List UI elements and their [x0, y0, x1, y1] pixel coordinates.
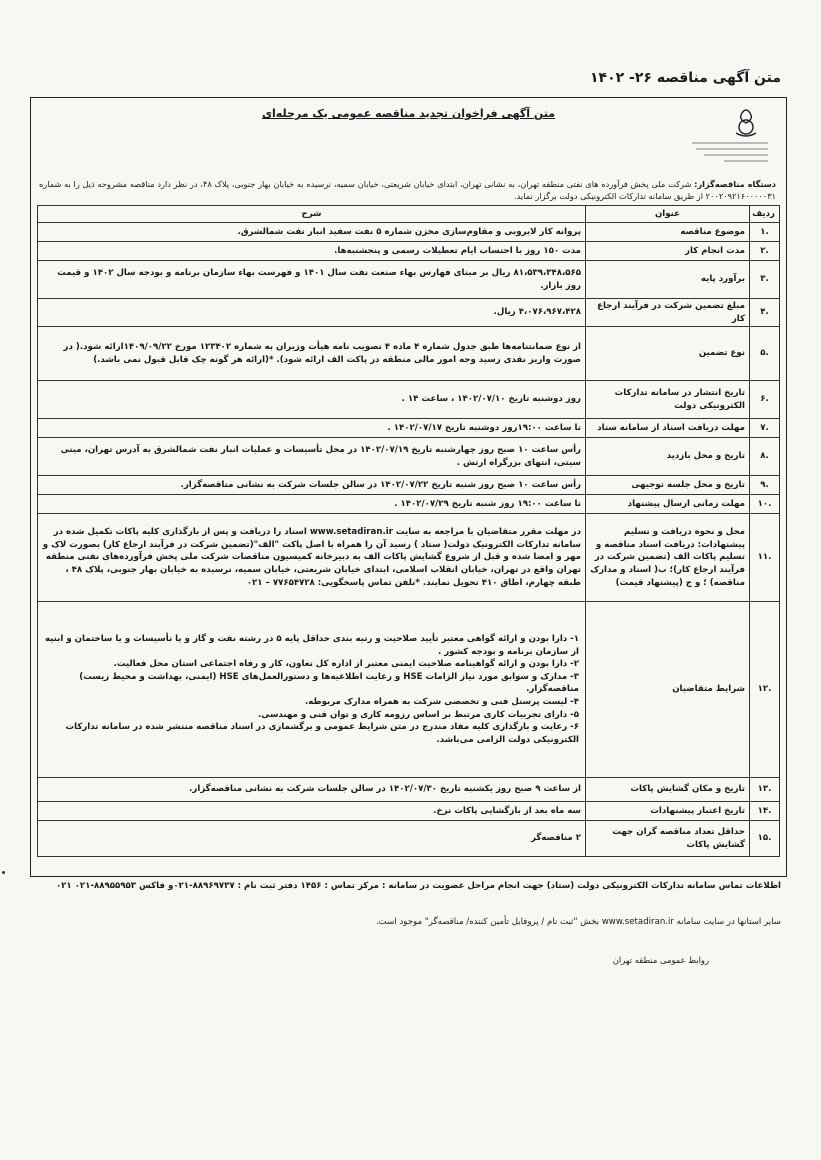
- tenderer-intro: [39, 178, 776, 202]
- row-subject: موضوع مناقصه: [586, 223, 750, 242]
- table-row: [38, 419, 780, 438]
- row-number: .۱۱: [750, 514, 780, 602]
- header-row-number: ردیف: [750, 206, 780, 223]
- announcement-heading: متن آگهی فراخوان تجدید مناقصه عمومی یک مرحله‌ای: [261, 107, 556, 120]
- header-description: شرح: [38, 206, 586, 223]
- table-row: [38, 821, 780, 857]
- condition-item: ۵- دارای تجربیات کاری مرتبط بر اساس رزومه کاری و توان فنی و مهندسی.: [257, 709, 579, 720]
- tenderer-label: دستگاه مناقصه‌گزار:: [694, 179, 776, 189]
- row-subject: تاریخ اعتبار پیشنهادات: [586, 802, 750, 821]
- condition-item: ۶- رعایت و بارگذاری کلیه مفاد مندرج در متن شرایط عمومی و برگشماری در اسناد مناقصه منتشر شده در سامانه تدارکات الکترونیکی دولت الزامی می‌باشد.: [65, 722, 579, 745]
- scan-mark: [2, 871, 5, 874]
- row-subject: حداقل تعداد مناقصه گران جهت گشایش پاکات: [586, 821, 750, 857]
- row-description: در مهلت مقرر متقاضیان با مراجعه به سایت www.setadiran.ir اسناد را دریافت و پس از بارگذاری کلیه پاکات تکمیل شده در سامانه تدارکات الکترونیک دولت( ستاد ) رسید آن را همراه با اصل پاکت "الف"(تضمین شرکت در فرآیند ارجاع کار) بصورت لاک و مهر و امضا شده و قبل از شروع گشایش پاکات الف به دبیرخانه کمیسیون مناقصات شرکت ملی پخش فرآورده‌های نفتی منطقه تهران واقع در تهران، خیابان انقلاب اسلامی، ابتدای خیابان شریعتی، خیابان سمیه، نرسیده به خیابان بهار جنوبی، پلاک ۴۸ ، طبقه چهارم، اطاق ۴۱۰ تحویل نمایند. *نلفن تماس پاسخگویی: ۷۷۶۵۴۷۲۸ – ۰۲۱: [38, 514, 586, 602]
- public-relations-signature: روابط عمومی منطقه تهران: [612, 955, 709, 965]
- row-description: رأس ساعت ۱۰ صبح روز چهارشنبه تاریخ ۱۴۰۲/۰۷/۱۹ در محل تأسیسات و عملیات انبار نفت شمالشرق به آدرس تهران، مینی سیتی، انتهای بزرگراه ارتش .: [38, 438, 586, 476]
- row-number: .۲: [750, 242, 780, 261]
- row-number: .۷: [750, 419, 780, 438]
- row-subject: برآورد پایه: [586, 261, 750, 299]
- row-number: .۸: [750, 438, 780, 476]
- table-row: [38, 602, 780, 778]
- row-description: تا ساعت ۱۹:۰۰ روز شنبه تاریخ ۱۴۰۲/۰۷/۲۹ .: [38, 495, 586, 514]
- condition-item: ۴- لیست پرسنل فنی و تخصصی شرکت به همراه مدارک مربوطه.: [305, 696, 579, 707]
- row-description: پروانه کار لایروبی و مقاوم‌سازی مخزن شماره ۵ نفت سفید انبار نفت شمالشرق.: [38, 223, 586, 242]
- tender-details-table: [37, 205, 780, 857]
- row-description: ۸۱،۵۳۹،۳۴۸،۵۶۵ ریال بر مبنای فهارس بهاء صنعت نفت سال ۱۴۰۱ و فهرست بهاء سازمان برنامه و بودجه سال ۱۴۰۲ و قیمت روز بازار.: [38, 261, 586, 299]
- table-row: [38, 261, 780, 299]
- row-subject: مهلت زمانی ارسال پیشنهاد: [586, 495, 750, 514]
- table-row: [38, 438, 780, 476]
- row-number: .۱: [750, 223, 780, 242]
- row-description: از ساعت ۹ صبح روز یکشنبه تاریخ ۱۴۰۲/۰۷/۳۰ در سالن جلسات شرکت به نشانی مناقصه‌گزار.: [38, 778, 586, 802]
- row-subject: مبلغ تضمین شرکت در فرآیند ارجاع کار: [586, 299, 750, 327]
- table-row: [38, 778, 780, 802]
- table-row: [38, 476, 780, 495]
- table-row: [38, 327, 780, 381]
- table-row: [38, 495, 780, 514]
- row-description: روز دوشنبه تاریخ ۱۴۰۲/۰۷/۱۰ ، ساعت ۱۴ .: [38, 381, 586, 419]
- row-description: تا ساعت ۱۹:۰۰روز دوشنبه تاریخ ۱۴۰۲/۰۷/۱۷ .: [38, 419, 586, 438]
- row-subject: تاریخ و مکان گشایش پاکات: [586, 778, 750, 802]
- table-header-row: [38, 206, 780, 223]
- table-row: [38, 223, 780, 242]
- tenderer-text: شرکت ملی پخش فرآورده های نفتی منطقه تهران، به نشانی تهران، ابتدای خیابان شریعتی، خیابان سمیه، نرسیده به خیابان بهار جنوبی، پلاک ۴۸، در نظر دارد مناقصه مشروحه ذیل را به شماره ۲۰۰۲۰۹۲۱۶۰۰۰۰۰۳۱ از طریق سامانه تدارکات الکترونیکی دولت برگزار نماید.: [39, 179, 776, 201]
- row-number: .۱۵: [750, 821, 780, 857]
- row-number: .۳: [750, 261, 780, 299]
- row-number: .۱۲: [750, 602, 780, 778]
- row-number: .۱۰: [750, 495, 780, 514]
- row-number: .۵: [750, 327, 780, 381]
- table-row: [38, 299, 780, 327]
- row-description: ۲ مناقصه‌گر: [38, 821, 586, 857]
- row-description: مدت ۱۵۰ روز با احتساب ایام تعطیلات رسمی و پنجشنبه‌ها.: [38, 242, 586, 261]
- table-row: [38, 242, 780, 261]
- row-subject: مدت انجام کار: [586, 242, 750, 261]
- row-number: .۶: [750, 381, 780, 419]
- row-number: .۴: [750, 299, 780, 327]
- condition-item: ۱- دارا بودن و ارائه گواهی معتبر تأیید صلاحیت و رتبه بندی حداقل پایه ۵ در رشته نفت و گاز و یا تأسیسات و یا ساختمان و ابنیه از سازمان برنامه و بودجه کشور .: [44, 634, 579, 657]
- document-title: متن آگهی مناقصه ۲۶- ۱۴۰۲: [589, 70, 781, 86]
- setad-contact-info: اطلاعات تماس سامانه تدارکات الکترونیکی دولت (ستاد) جهت انجام مراحل عضویت در سامانه : مرکز تماس : ۱۴۵۶ دفتر ثبت نام : ۸۸۹۶۹۷۳۷-۰۲۱و فاکس ۸۸۹۵۵۹۵۳-۰۲۱ ۰۲۱: [55, 881, 781, 891]
- row-subject: تاریخ انتشار در سامانه تدارکات الکترونیکی دولت: [586, 381, 750, 419]
- row-subject: مهلت دریافت اسناد از سامانه ستاد: [586, 419, 750, 438]
- conditions-list: [38, 602, 586, 778]
- row-subject: نوع تضمین: [586, 327, 750, 381]
- row-subject: تاریخ و محل جلسه توجیهی: [586, 476, 750, 495]
- row-number: .۱۳: [750, 778, 780, 802]
- header-subject: عنوان: [586, 206, 750, 223]
- row-description: رأس ساعت ۱۰ صبح روز شنبه تاریخ ۱۴۰۲/۰۷/۲۲ در سالن جلسات شرکت به نشانی مناقصه‌گزار.: [38, 476, 586, 495]
- announcement-frame: [30, 97, 787, 877]
- row-number: .۹: [750, 476, 780, 495]
- row-subject: محل و نحوه دریافت و تسلیم پیشنهادات: دریافت اسناد مناقصه و تسلیم پاکات الف (تضمین شرکت در فرآیند ارجاع کار)؛ ب( اسناد و مدارک مناقصه) ؛ و ج (پیشنهاد قیمت): [586, 514, 750, 602]
- row-subject: شرایط متقاضیان: [586, 602, 750, 778]
- table-row: [38, 802, 780, 821]
- row-subject: تاریخ و محل بازدید: [586, 438, 750, 476]
- row-number: .۱۴: [750, 802, 780, 821]
- row-description: از نوع ضمانتنامه‌ها طبق جدول شماره ۴ ماده ۴ تصویب نامه هیأت وزیران به شماره ۱۲۳۴۰۲ مورخ ۱۴۰۹/۰۹/۲۲ارائه شود.( در صورت واریز نقدی رسید وجه امور مالی منطقه در پاکت الف ارائه شود). *(ارائه هر گونه چک قابل قبول نمی باشد.): [38, 327, 586, 381]
- condition-item: ۳- مدارک و سوابق مورد نیاز الزامات HSE و رعایت اطلاعیه‌ها و دستورالعمل‌های HSE (ایمنی، بهداشت و محیط زیست) مناقصه‌گزار.: [79, 671, 579, 695]
- condition-item: ۲- دارا بودن و ارائه گواهینامه صلاحیت ایمنی معتبر از اداره کل تعاون، کار و رفاه اجتماعی استان محل فعالیت.: [113, 659, 579, 670]
- row-description: سه ماه بعد از بازگشایی پاکات نرخ.: [38, 802, 586, 821]
- table-row: [38, 381, 780, 419]
- other-provinces-note: سایر استانها در سایت سامانه www.setadiran.ir بخش "ثبت نام / پروفایل تأمین کننده/ مناقصه‌گر" موجود است.: [375, 917, 781, 927]
- row-description: ۴،۰۷۶،۹۶۷،۴۲۸ ریال.: [38, 299, 586, 327]
- table-row: [38, 514, 780, 602]
